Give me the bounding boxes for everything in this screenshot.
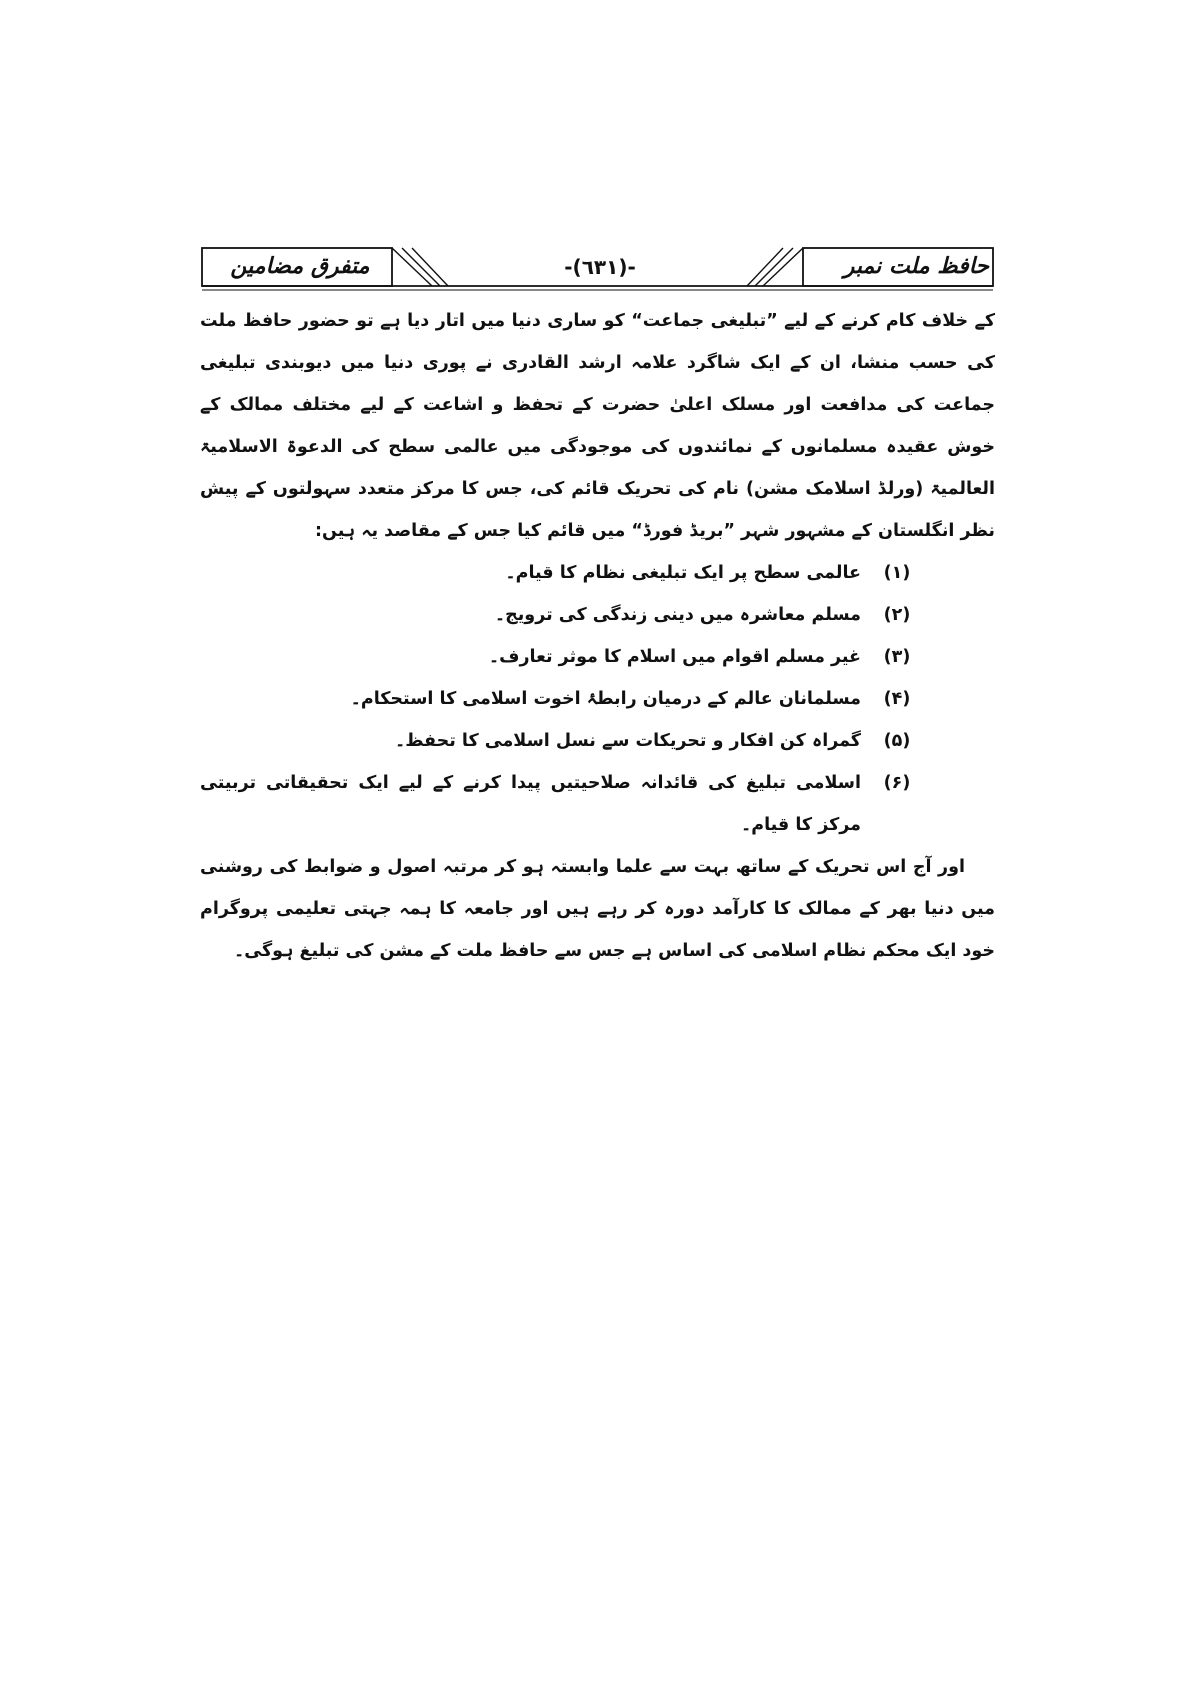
item-number: (۴)	[883, 689, 911, 709]
item-number: (۳)	[883, 647, 911, 667]
item-number: (۶)	[883, 773, 911, 793]
item-text: غیر مسلم اقوام میں اسلام کا موثر تعارف۔	[488, 647, 861, 667]
header-book-title: حافظ ملت نمبر	[843, 254, 989, 279]
page-number: -(٦٣١)-	[564, 255, 636, 279]
list-item	[200, 678, 915, 720]
page-body	[200, 300, 995, 972]
list-item	[200, 636, 915, 678]
header-section-title: متفرق مضامین	[230, 254, 370, 279]
item-number: (۱)	[883, 563, 911, 583]
list-item	[200, 594, 915, 636]
objectives-list	[200, 552, 995, 846]
item-number: (۵)	[883, 731, 911, 751]
closing-paragraph: اور آج اس تحریک کے ساتھ بہت سے علما وابستہ ہو کر مرتبہ اصول و ضوابط کی روشنی میں دنیا بھر کے ممالک کا کارآمد دورہ کر رہے ہیں اور جامعہ کا ہمہ جہتی تعلیمی پروگرام خود ایک محکم نظام اسلامی کی اساس ہے جس سے حافظ ملت کے مشن کی تبلیغ ہوگی۔	[200, 857, 995, 961]
item-text: مسلمانان عالم کے درمیان رابطۂ اخوت اسلامی کا استحکام۔	[350, 689, 861, 709]
intro-paragraph: کے خلاف کام کرنے کے لیے ”تبلیغی جماعت“ کو ساری دنیا میں اتار دیا ہے تو حضور حافظ ملت کی حسب منشا، ان کے ایک شاگرد علامہ ارشد القادری نے پوری دنیا میں دیوبندی تبلیغی جماعت کی مدافعت اور مسلک اعلیٰ حضرت کے تحفظ و اشاعت کے لیے مختلف ممالک کے خوش عقیدہ مسلمانوں کے نمائندوں کی موجودگی میں عالمی سطح کی الدعوۃ الاسلامیۃ العالمیۃ (ورلڈ اسلامک مشن) نام کی تحریک قائم کی، جس کا مرکز متعدد سہولتوں کے پیش نظر انگلستان کے مشہور شہر ”بریڈ فورڈ“ میں قائم کیا جس کے مقاصد یہ ہیں:	[200, 311, 995, 541]
list-item	[200, 552, 915, 594]
list-item	[200, 720, 915, 762]
page-header	[200, 246, 995, 294]
item-text: عالمی سطح پر ایک تبلیغی نظام کا قیام۔	[505, 563, 861, 583]
item-text: گمراہ کن افکار و تحریکات سے نسل اسلامی کا تحفظ۔	[395, 731, 861, 751]
item-number: (۲)	[883, 605, 911, 625]
item-text: مسلم معاشرہ میں دینی زندگی کی ترویج۔	[494, 605, 861, 625]
list-item	[200, 762, 915, 846]
item-text: اسلامی تبلیغ کی قائدانہ صلاحیتیں پیدا کرنے کے لیے ایک تحقیقاتی تربیتی مرکز کا قیام۔	[200, 773, 861, 835]
